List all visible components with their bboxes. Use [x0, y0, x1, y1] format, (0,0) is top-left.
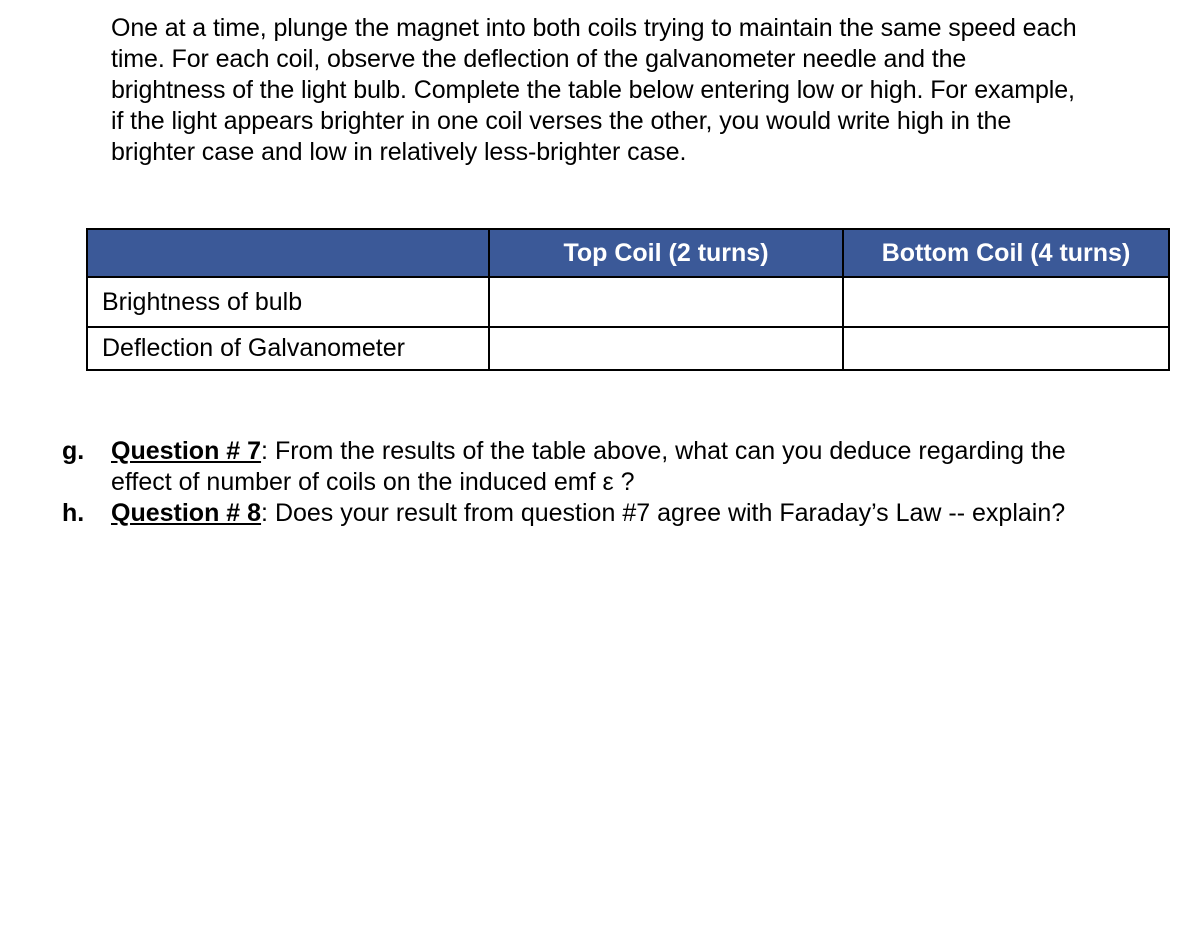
- question-letter: h.: [62, 499, 85, 527]
- question-g: [62, 436, 1162, 498]
- instructions-line: if the light appears brighter in one coil verses the other, you would write high in the: [111, 107, 1012, 135]
- cell-brightness-top[interactable]: [489, 277, 843, 327]
- instructions-line: time. For each coil, observe the deflection of the galvanometer needle and the: [111, 45, 967, 73]
- question-text: : Does your result from question #7 agree with Faraday’s Law -- explain?: [261, 499, 1066, 527]
- question-text: : From the results of the table above, what can you deduce regarding the: [261, 437, 1066, 465]
- question-text-line: [111, 436, 1162, 467]
- table-header-row: [87, 229, 1169, 277]
- instructions-line: brightness of the light bulb. Complete the table below entering low or high. For example,: [111, 76, 1075, 104]
- instructions-line: One at a time, plunge the magnet into both coils trying to maintain the same speed each: [111, 14, 1077, 42]
- instructions-paragraph: [111, 13, 1171, 168]
- question-text-line: [111, 498, 1162, 529]
- row-label-brightness: Brightness of bulb: [87, 277, 489, 327]
- questions-list: [62, 436, 1162, 529]
- question-label: Question # 8: [111, 499, 262, 527]
- header-cell-empty: [87, 229, 489, 277]
- header-bottom-coil: Bottom Coil (4 turns): [843, 229, 1169, 277]
- instructions-line: brighter case and low in relatively less-brighter case.: [111, 138, 687, 166]
- question-label: Question # 7: [111, 437, 262, 465]
- table-row-deflection: [87, 327, 1169, 370]
- cell-deflection-top[interactable]: [489, 327, 843, 370]
- header-top-coil: Top Coil (2 turns): [489, 229, 843, 277]
- question-text-continued: effect of number of coils on the induced emf ε ?: [111, 468, 635, 496]
- cell-brightness-bottom[interactable]: [843, 277, 1169, 327]
- results-table: [86, 228, 1170, 371]
- row-label-deflection: Deflection of Galvanometer: [87, 327, 489, 370]
- question-h: [62, 498, 1162, 529]
- cell-deflection-bottom[interactable]: [843, 327, 1169, 370]
- question-letter: g.: [62, 437, 85, 465]
- table-row-brightness: [87, 277, 1169, 327]
